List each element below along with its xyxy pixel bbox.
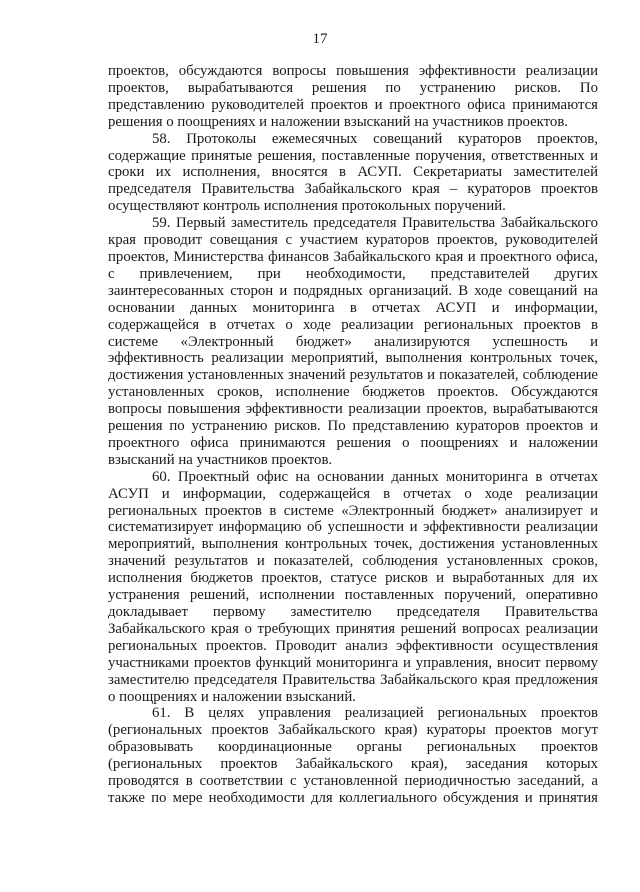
- page-number: 17: [312, 31, 328, 47]
- paragraph-58: 58. Протоколы ежемесячных совещаний кураторов проектов, содержащие принятые решения, поставленные поручения, ответственных и сроки их исполнения, вносятся в АСУП. Секретариаты заместителей председателя Правительства Забайкальского края – кураторов проектов осуществляют контроль исполнения протокольных поручений.: [108, 130, 598, 215]
- paragraph-59: 59. Первый заместитель председателя Правительства Забайкальского края проводит совещания с участием кураторов проектов, руководителей проектов, Министерства финансов Забайкальского края и проектного офиса, с привлечением, при необходимости, представителей других заинтересованных сторон и подрядных организаций. В ходе совещаний на основании данных мониторинга в отчетах АСУП и информации, содержащейся в отчетах о ходе реализации региональных проектов в системе «Электронный бюджет» анализируются успешность и эффективность реализации мероприятий, выполнения контрольных точек, достижения установленных значений результатов и показателей, соблюдение установленных сроков, исполнение бюджетов проектов. Обсуждаются вопросы повышения эффективности реализации проектов, вырабатываются решения по устранению рисков. По представлению кураторов проектов и проектного офиса принимаются решения о поощрениях и наложении взысканий на участников проектов.: [108, 215, 598, 468]
- paragraph-60: 60. Проектный офис на основании данных мониторинга в отчетах АСУП и информации, содержащейся в отчетах о ходе реализации региональных проектов в системе «Электронный бюджет» анализирует и систематизирует информацию об успешности и эффективности реализации мероприятий, выполнения контрольных точек, достижения установленных значений результатов и показателей, соблюдения установленных сроков, исполнения бюджетов проектов, статусе рисков и выработанных для их устранения решений, исполнении поставленных поручений, оперативно докладывает первому заместителю председателя Правительства Забайкальского края о требующих принятия решений вопросах реализации региональных проектов. Проводит анализ эффективности осуществления участниками проектов функций мониторинга и управления, вносит первому заместителю председателя Правительства Забайкальского края предложения о поощрениях и наложении взысканий.: [108, 468, 598, 705]
- paragraph-61: 61. В целях управления реализацией региональных проектов (региональных проектов Забайкальского края) кураторы проектов могут образовывать координационные органы региональных проектов (региональных проектов Забайкальского края), заседания которых проводятся в соответствии с установленной периодичностью заседаний, а также по мере необходимости для коллегиального обсуждения и принятия: [108, 705, 598, 806]
- document-body: [108, 63, 598, 807]
- paragraph-continuation: проектов, обсуждаются вопросы повышения эффективности реализации проектов, вырабатываются решения по устранению рисков. По представлению руководителей проектов и проектного офиса принимаются решения о поощрениях и наложении взысканий на участников проектов.: [108, 63, 598, 130]
